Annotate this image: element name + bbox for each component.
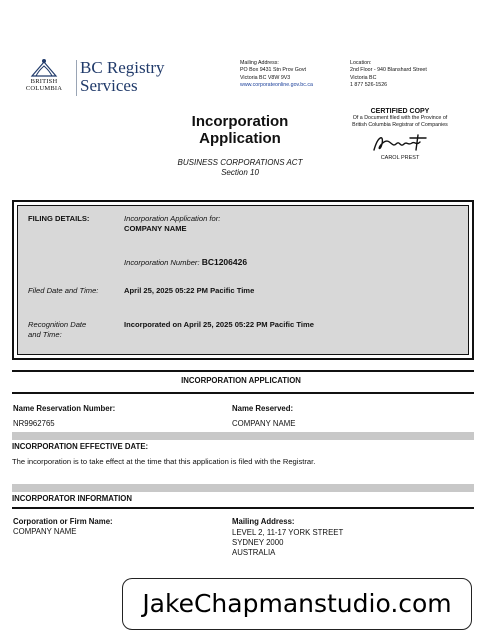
mailing-address-line2: Victoria BC V8W 9V3: [240, 74, 291, 81]
brand-line-2: Services: [80, 76, 138, 95]
filing-company-name: COMPANY NAME: [124, 224, 187, 233]
incorporation-number: BC1206426: [201, 257, 248, 267]
province-wordmark: BRITISH COLUMBIA: [25, 78, 63, 92]
effective-date-heading: INCORPORATION EFFECTIVE DATE:: [12, 442, 149, 451]
certified-copy-heading: CERTIFIED COPY: [370, 108, 430, 115]
section-rule: [12, 370, 474, 372]
mailing-address-label: Mailing Address:: [240, 60, 279, 66]
incorporator-heading: INCORPORATOR INFORMATION: [12, 494, 132, 503]
grey-separator: [12, 484, 474, 492]
recognition-date-label: Recognition Date and Time:: [28, 320, 87, 339]
filing-for-label: Incorporation Application for:: [124, 214, 221, 223]
location-line2: Victoria BC: [350, 74, 377, 81]
filing-details-label: FILING DETAILS:: [28, 214, 90, 223]
watermark-banner: JakeChapmanstudio.com: [122, 578, 472, 630]
mailing-address-line: SYDNEY 2000: [232, 538, 284, 547]
location-line1: 2nd Floor - 940 Blanshard Street: [350, 67, 427, 74]
incorporation-number-row: [124, 258, 247, 268]
location-block: [350, 60, 427, 89]
corporation-name-value: COMPANY NAME: [13, 527, 77, 536]
act-reference: BUSINESS CORPORATIONS ACT Section 10: [177, 158, 303, 177]
name-reservation-label: Name Reservation Number:: [13, 404, 116, 413]
brand-line-1: BC Registry: [80, 58, 165, 77]
mailing-address-line: LEVEL 2, 11-17 YORK STREET: [232, 528, 344, 537]
section-rule: [12, 392, 474, 394]
grey-separator: [12, 432, 474, 440]
document-title: Incorporation Application: [191, 113, 289, 147]
effective-date-text: The incorporation is to take effect at the time that this application is filed with the Registrar.: [12, 457, 316, 466]
signature-icon: [370, 132, 430, 154]
name-reserved-label: Name Reserved:: [232, 404, 294, 413]
location-phone: 1 877 526-1526: [350, 81, 388, 88]
mailing-address-label: Mailing Address:: [232, 517, 295, 526]
filing-details-box: [12, 200, 474, 360]
certified-copy-block: [336, 108, 464, 161]
mailing-address-block: [240, 60, 313, 89]
bc-registry-logo: [20, 58, 170, 102]
filed-date-value: April 25, 2025 05:22 PM Pacific Time: [124, 286, 255, 295]
name-reservation-value: NR9962765: [13, 419, 55, 428]
incorporation-number-label: Incorporation Number:: [124, 258, 200, 267]
application-heading: INCORPORATION APPLICATION: [181, 376, 301, 385]
location-label: Location:: [350, 60, 372, 66]
corporation-name-label: Corporation or Firm Name:: [13, 517, 113, 526]
filing-details-panel: [17, 205, 469, 355]
certified-copy-line2: British Columbia Registrar of Companies: [352, 121, 448, 128]
section-rule: [12, 507, 474, 509]
certified-copy-line1: Of a Document filed with the Province of: [352, 115, 448, 121]
logo-divider: [76, 60, 77, 96]
bc-crown-icon: [30, 58, 58, 78]
signer-name: CAROL PREST: [380, 155, 420, 161]
filed-date-label: Filed Date and Time:: [28, 286, 99, 295]
mailing-address-line: AUSTRALIA: [232, 548, 276, 557]
website-link[interactable]: www.corporateonline.gov.bc.ca: [240, 81, 313, 88]
mailing-address-line1: PO Box 9431 Stn Prov Govt: [240, 67, 306, 74]
recognition-date-value: Incorporated on April 25, 2025 05:22 PM Pacific Time: [124, 320, 314, 329]
name-reserved-value: COMPANY NAME: [232, 419, 296, 428]
